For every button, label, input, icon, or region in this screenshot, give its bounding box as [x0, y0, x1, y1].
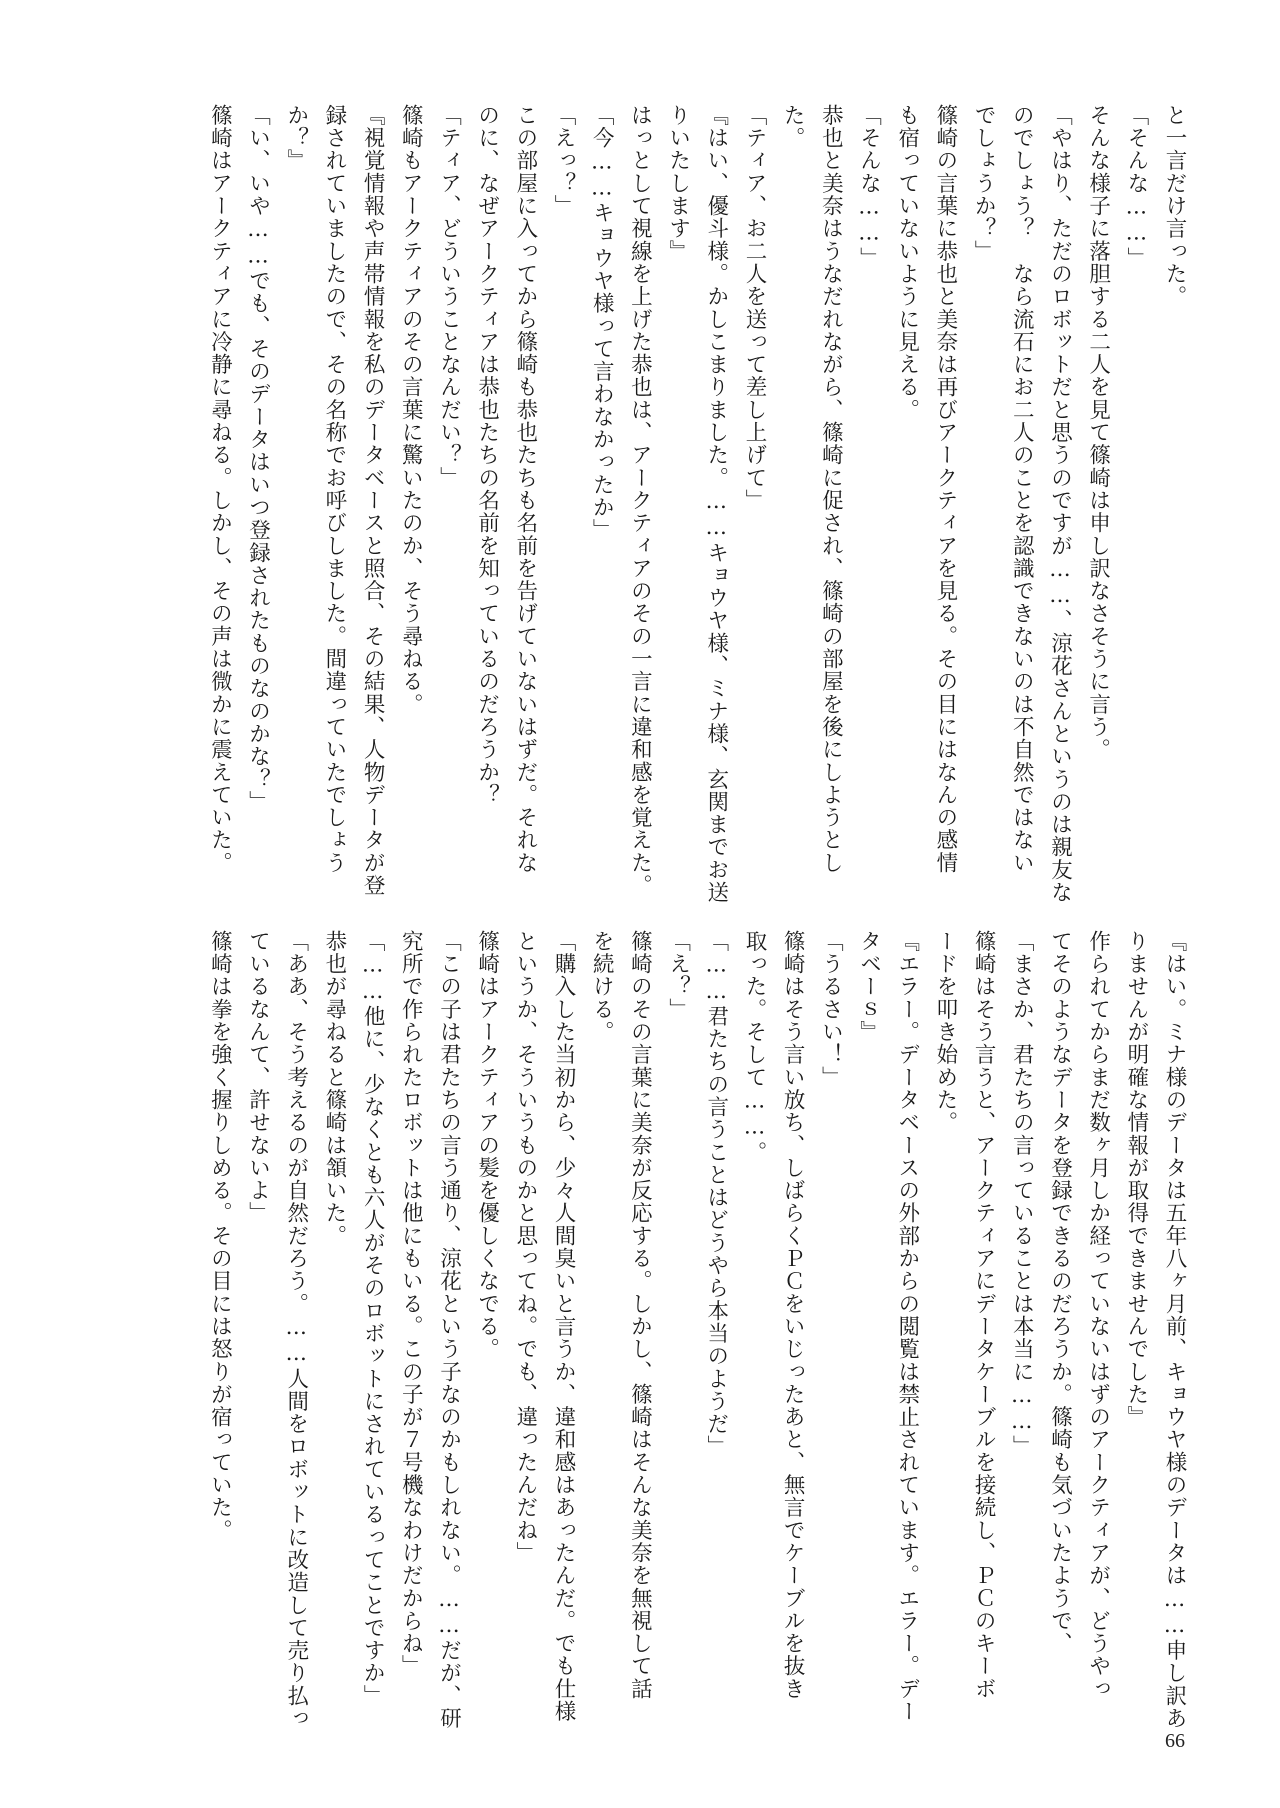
text-line: 篠崎の言葉に恭也と美奈は再びアークティアを見る。その目にはなんの感情	[932, 104, 958, 875]
text-line: 「この子は君たちの言う通り、涼花という子なのかもしれない。……だが、研	[436, 930, 462, 1730]
text-line: 恭也が尋ねると篠崎は頷いた。	[321, 930, 347, 1248]
text-line: 「そんな……」	[1123, 104, 1149, 270]
text-block-bottom	[207, 930, 1187, 1730]
text-line: も宿っていないように見える。	[894, 104, 920, 422]
text-line: 「ティア、どういうことなんだい？」	[436, 104, 462, 490]
text-line: のに、なぜアークティアは恭也たちの名前を知っているのだろうか？	[474, 104, 500, 807]
text-line: 「うるさい！」	[818, 930, 844, 1089]
text-line: でしょうか？」	[971, 104, 997, 263]
text-line: 「えっ？」	[551, 104, 576, 218]
text-line: この部屋に入ってから篠崎も恭也たちも名前を告げていないはずだ。それな	[512, 104, 538, 875]
text-line: 「え？」	[665, 930, 691, 1021]
text-line: というか、そういうものかと思ってね。でも、違ったんだね」	[512, 930, 538, 1565]
text-line: 「い、いや……でも、そのデータはいつ登録されたものなのかな？」	[245, 104, 271, 814]
text-line: 「購入した当初から、少々人間臭いと言うか、違和感はあったんだ。でも仕様	[551, 930, 576, 1723]
text-line: 恭也と美奈はうなだれながら、篠崎に促され、篠崎の部屋を後にしようとし	[818, 104, 844, 875]
text-line: 篠崎はそう言うと、アークティアにデータケーブルを接続し、ＰＣのキーボ	[971, 930, 997, 1701]
text-line: 篠崎はアークティアの髪を優しくなでる。	[474, 930, 500, 1361]
text-line: 「そんな……」	[856, 104, 882, 270]
text-line: 「やはり、ただのロボットだと思うのですが……、涼花さんというのは親友な	[1047, 104, 1073, 904]
page-number: 66	[1165, 1730, 1185, 1752]
text-line: そんな様子に落胆する二人を見て篠崎は申し訳なさそうに言う。	[1085, 104, 1111, 761]
text-line: と一言だけ言った。	[1162, 104, 1187, 308]
text-line: 「……君たちの言うことはどうやら本当のようだ」	[703, 930, 729, 1458]
text-line: た。	[780, 104, 806, 150]
text-line: 『視覚情報や声帯情報を私のデータベースと照合、その結果、人物データが登	[360, 104, 386, 897]
text-line: 「今……キョウヤ様って言わなかったか」	[589, 104, 615, 542]
text-line: 『はい。ミナ様のデータは五年八ヶ月前、キョウヤ様のデータは……申し訳あ	[1162, 930, 1187, 1730]
text-line: てそのようなデータを登録できるのだろうか。篠崎も気づいたようで、	[1047, 930, 1073, 1655]
text-line: 篠崎は拳を強く握りしめる。その目には怒りが宿っていた。	[207, 930, 233, 1542]
text-line: ているなんて、許せないよ」	[245, 930, 271, 1225]
text-line: 『エラー。データベースの外部からの閲覧は禁止されています。エラー。デー	[894, 930, 920, 1723]
text-line: 篠崎はそう言い放ち、しばらくＰＣをいじったあと、無言でケーブルを抜き	[780, 930, 806, 1701]
text-line: 篠崎もアークティアのその言葉に驚いたのか、そう尋ねる。	[398, 104, 424, 716]
text-line: 録されていましたので、その名称でお呼びしました。間違っていたでしょう	[321, 104, 347, 875]
text-line: りいたします』	[665, 104, 691, 263]
text-line: 篠崎はアークティアに冷静に尋ねる。しかし、その声は微かに震えていた。	[207, 104, 233, 875]
text-line: タベーｓ』	[856, 930, 882, 1044]
text-line: りませんが明確な情報が取得できませんでした』	[1123, 930, 1149, 1429]
text-line: 取った。そして……。	[741, 930, 767, 1164]
text-line: を続ける。	[589, 930, 615, 1044]
text-line: はっとして視線を上げた恭也は、アークティアのその一言に違和感を覚えた。	[627, 104, 653, 897]
text-line: 篠崎のその言葉に美奈が反応する。しかし、篠崎はそんな美奈を無視して話	[627, 930, 653, 1701]
text-line: 作られてからまだ数ヶ月しか経っていないはずのアークティアが、どうやっ	[1085, 930, 1111, 1701]
text-line: 究所で作られたロボットは他にもいる。この子が７号機なわけだからね」	[398, 930, 424, 1678]
text-line: のでしょう？ なら流石にお二人のことを認識できないのは不自然ではない	[1009, 104, 1035, 875]
text-line: 「……他に、少なくとも六人がそのロボットにされているってことですか」	[360, 930, 386, 1708]
text-line: か？』	[283, 104, 309, 172]
text-line: 「ああ、そう考えるのが自然だろう。……人間をロボットに改造して売り払っ	[283, 930, 309, 1730]
text-line: 「ティア、お二人を送って差し上げて」	[741, 104, 767, 512]
text-line: ードを叩き始めた。	[932, 930, 958, 1134]
text-line: 「まさか、君たちの言っていることは本当に……」	[1009, 930, 1035, 1458]
text-line: 『はい、優斗様。かしこまりました。……キョウヤ様、ミナ様、玄関までお送	[703, 104, 729, 904]
text-block-top	[207, 104, 1187, 904]
